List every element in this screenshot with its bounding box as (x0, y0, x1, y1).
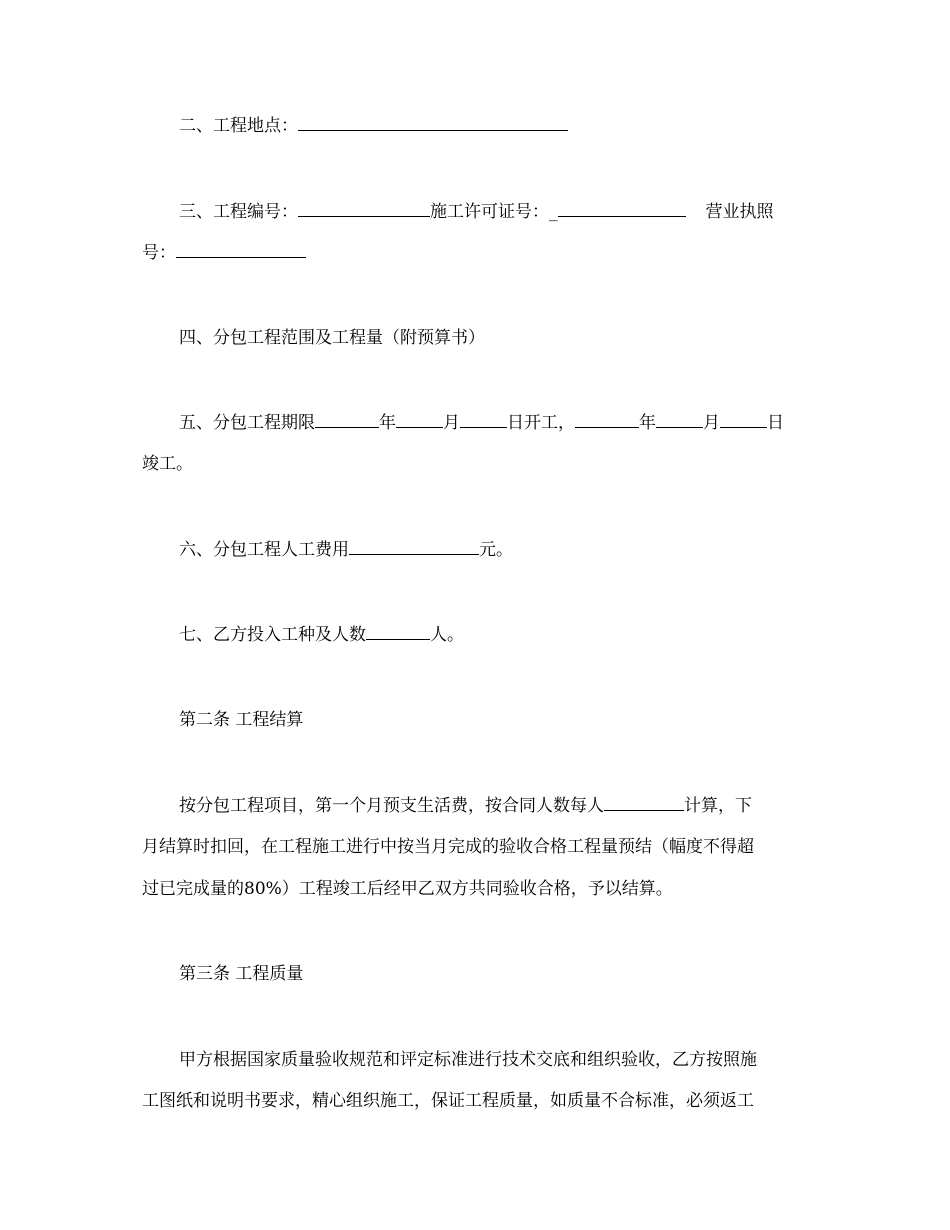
end-year-unit: 年 (639, 413, 656, 433)
article-2-text-1: 按分包工程项目，第一个月预支生活费，按合同人数每人 (179, 796, 604, 816)
article-3-para-line-1 (0, 1048, 950, 1072)
article-3-title (0, 962, 950, 986)
article-2-text-1b: 计算，下 (684, 796, 752, 816)
start-day-unit: 日开工， (507, 413, 575, 433)
license-label-cont: 号： (142, 243, 176, 263)
number-label: 三、工程编号： (179, 202, 298, 222)
period-end-text: 竣工。 (142, 454, 193, 474)
end-day-blank[interactable] (720, 411, 767, 428)
article-2-title (0, 708, 950, 732)
permit-blank[interactable] (558, 200, 686, 217)
clause-workers (0, 623, 950, 647)
clause-project-location (0, 114, 950, 138)
start-month-blank[interactable] (396, 411, 443, 428)
clause-project-number (0, 200, 950, 224)
period-label: 五、分包工程期限 (179, 413, 315, 433)
end-month-blank[interactable] (656, 411, 703, 428)
start-day-blank[interactable] (460, 411, 507, 428)
license-label: 营业执照 (705, 202, 774, 222)
allowance-blank[interactable] (604, 794, 684, 811)
article-2-heading: 第二条 工程结算 (179, 710, 304, 730)
license-blank[interactable] (176, 241, 306, 258)
end-month-unit: 月 (703, 413, 720, 433)
scope-text: 四、分包工程范围及工程量（附预算书） (179, 328, 485, 348)
article-2-para-line-1 (0, 794, 950, 818)
permit-underscore: _ (549, 202, 558, 222)
workers-blank[interactable] (366, 623, 430, 640)
article-3-para-line-2 (0, 1089, 950, 1113)
clause-license-number (0, 241, 950, 265)
labor-cost-unit: 元。 (479, 540, 513, 560)
workers-label: 七、乙方投入工种及人数 (179, 625, 366, 645)
start-year-blank[interactable] (315, 411, 379, 428)
end-year-blank[interactable] (575, 411, 639, 428)
location-blank[interactable] (298, 114, 568, 131)
start-month-unit: 月 (443, 413, 460, 433)
end-day-unit: 日 (767, 413, 784, 433)
article-2-para-line-2 (0, 835, 950, 859)
workers-unit: 人。 (430, 625, 464, 645)
labor-cost-blank[interactable] (349, 538, 479, 555)
article-2-text-3: 过已完成量的80%）工程竣工后经甲乙双方共同验收合格，予以结算。 (142, 879, 673, 899)
article-3-text-2: 工图纸和说明书要求，精心组织施工，保证工程质量，如质量不合标准，必须返工 (142, 1091, 754, 1111)
clause-period (0, 411, 950, 435)
article-3-text-1: 甲方根据国家质量验收规范和评定标准进行技术交底和组织验收，乙方按照施 (179, 1050, 757, 1070)
clause-scope (0, 326, 950, 350)
number-blank[interactable] (298, 200, 430, 217)
article-3-heading: 第三条 工程质量 (179, 964, 304, 984)
location-label: 二、工程地点： (179, 116, 298, 136)
permit-label: 施工许可证号： (430, 202, 549, 222)
labor-cost-label: 六、分包工程人工费用 (179, 540, 349, 560)
clause-period-cont (0, 452, 950, 476)
start-year-unit: 年 (379, 413, 396, 433)
article-2-text-2: 月结算时扣回，在工程施工进行中按当月完成的验收合格工程量预结（幅度不得超 (142, 837, 754, 857)
article-2-para-line-3 (0, 877, 950, 901)
clause-labor-cost (0, 538, 950, 562)
